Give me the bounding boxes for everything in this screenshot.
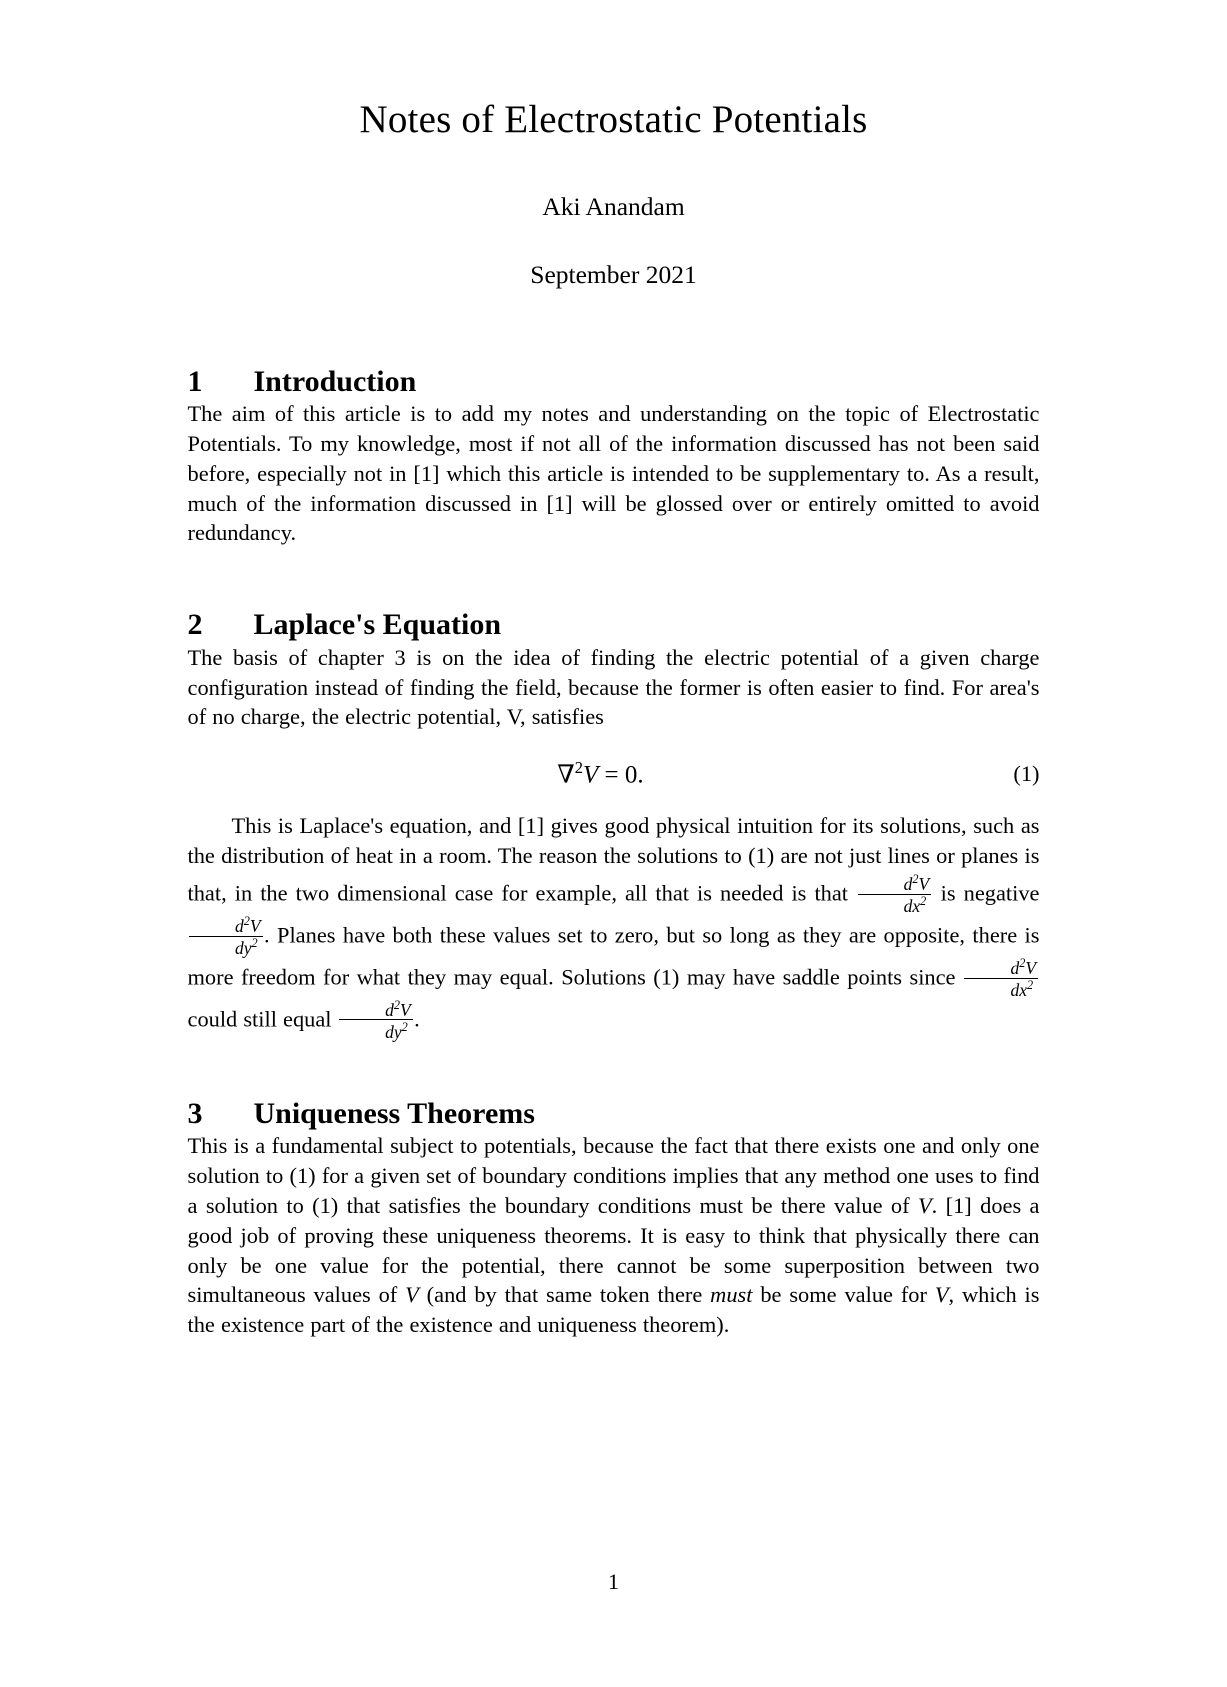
- fraction-numerator: $d^2V$: [189, 915, 263, 936]
- section-introduction: [188, 365, 1040, 548]
- fraction-denominator: $dx^2$: [903, 894, 927, 916]
- section-number-1: 1: [187, 364, 203, 398]
- s2-text-part-2: is negative: [940, 880, 1040, 906]
- equation-value: 0.: [624, 761, 644, 789]
- s3-emphasis-must: must: [710, 1282, 753, 1308]
- section-1-paragraph: The aim of this article is to add my notes and understanding on the topic of Electrostatic Potentials. To my knowledge, most if not all of the information discussed has not been said before, especially not in [1] which this article is intended to be supplementary to. As a result, much of the information discussed in [1] will be glossed over or entirely omitted to avoid redundancy.: [187, 401, 1040, 546]
- fraction-d2v-dy2-b: [339, 999, 413, 1041]
- section-3-paragraph: [188, 1131, 1040, 1340]
- s3-var-v-3: V: [934, 1282, 949, 1308]
- s2-text-part-1: This is Laplace's equation, and [1] gives good physical intuition for its solutions, such as the distribution of heat in a room. The reason the solutions to (1) are not just lines or planes is that, in the two dimensional case for example, all that is needed is that: [187, 813, 1040, 906]
- page-number-footer: 1: [607, 1569, 620, 1594]
- page-title: Notes of Electrostatic Potentials: [359, 98, 868, 141]
- s2-text-part-5: .: [414, 1006, 420, 1032]
- section-number-3: 3: [187, 1096, 203, 1130]
- nabla-exponent: 2: [574, 758, 583, 778]
- s3-text-part-3: (and by that same token there: [418, 1282, 711, 1308]
- page-content: [188, 0, 1040, 1340]
- section-heading-1: [188, 365, 1040, 400]
- display-equation-1: [188, 758, 1040, 789]
- section-laplaces-equation: [187, 608, 1040, 1042]
- s2-text-part-4: could still equal: [187, 1006, 332, 1032]
- fraction-numerator: $d^2V$: [858, 873, 932, 894]
- document-author: Aki Anandam: [542, 191, 685, 221]
- s3-var-v-2: V: [405, 1282, 419, 1308]
- nabla-symbol: ∇: [557, 761, 575, 789]
- s3-text-part-1: This is a fundamental subject to potentials, because the fact that there exists one and only one solution to (1) for a given set of boundary conditions implies that any method one uses to find a solution to (1) that satisfies the boundary conditions must be there value of: [187, 1133, 1040, 1218]
- equation-equals: =: [604, 761, 619, 789]
- fraction-numerator: $d^2V$: [964, 957, 1038, 978]
- section-heading-2: [188, 608, 1040, 643]
- s3-text-part-4: be some value for: [752, 1282, 935, 1308]
- section-title-1: Introduction: [253, 364, 417, 398]
- equation-expression: [557, 758, 643, 789]
- s3-var-v-1: V: [917, 1192, 932, 1218]
- fraction-numerator: $d^2V$: [339, 999, 413, 1020]
- section-title-3: Uniqueness Theorems: [253, 1096, 535, 1130]
- equation-variable: V: [582, 761, 599, 789]
- fraction-denominator: $dx^2$: [1010, 978, 1034, 1000]
- fraction-denominator: $dy^2$: [235, 936, 258, 958]
- section-2-paragraph-after: [187, 811, 1040, 1042]
- section-uniqueness-theorems: [188, 1097, 1040, 1340]
- s2-text-part-3: . Planes have both these values set to zero, but so long as they are opposite, there is more freedom for what they may equal. Solutions (1) may have saddle points since: [187, 922, 1040, 990]
- fraction-d2v-dy2-a: [189, 915, 263, 957]
- section-heading-3: [188, 1097, 1040, 1132]
- document-date: September 2021: [530, 260, 697, 290]
- fraction-d2v-dx2-b: [964, 957, 1038, 999]
- s3-text-part-2: . [1] does a good job of proving these uniqueness theorems. It is easy to think that physically there can only be one value for the potential, there cannot be some superposition between two simultaneous values of: [187, 1192, 1040, 1308]
- equation-number: (1): [1013, 760, 1040, 786]
- section-title-2: Laplace's Equation: [253, 608, 502, 642]
- section-2-paragraph-before: The basis of chapter 3 is on the idea of finding the electric potential of a given charge configuration instead of finding the field, because the former is often easier to find. For area's of no charge, the electric potential, V, satisfies: [187, 644, 1040, 730]
- section-number-2: 2: [187, 608, 203, 642]
- fraction-d2v-dx2-a: [858, 873, 932, 915]
- s3-text-part-5: , which is the existence part of the existence and uniqueness theorem).: [187, 1282, 1040, 1338]
- fraction-denominator: $dy^2$: [385, 1019, 408, 1042]
